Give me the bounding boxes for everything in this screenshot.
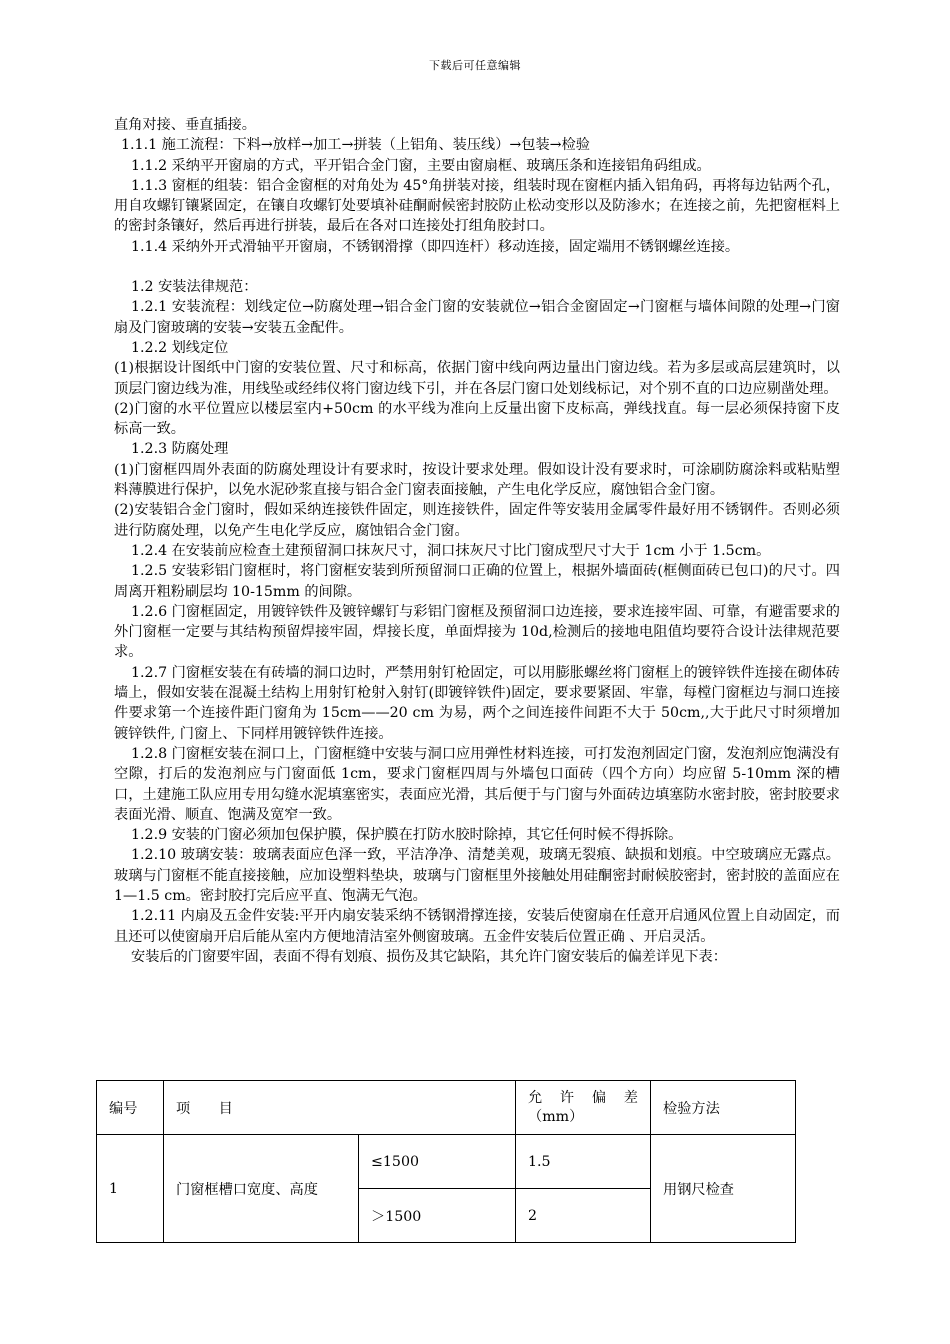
table-cell-condition: ≤1500 (359, 1135, 516, 1189)
table-cell-no: 1 (97, 1135, 164, 1243)
subheading: 1.2.2 划线定位 (131, 339, 229, 356)
paragraph: 1.1.3 窗框的组装：铝合金窗框的对角处为 45°角拼装对接，组装时现在窗框内插入铝角码，再将每边钻两个孔，用自攻螺钉镶紧固定，在镶自攻螺钉处要填补硅酮耐候密封胶防止松动变形以及防渗水；在连接之前，先把窗框料上的密封条镶好，然后再进行拼装，最后在各对口连接处打组角胶封口。 (114, 177, 840, 235)
table-header-text: 允 许 偏 差 (528, 1089, 638, 1106)
paragraph: (2)门窗的水平位置应以楼层室内+50cm 的水平线为准向上反量出窗下皮标高，弹线找直。每一层必须保持窗下皮标高一致。 (114, 400, 840, 438)
table-cell-condition: ＞1500 (359, 1189, 516, 1243)
table-header-unit: （mm） (528, 1108, 584, 1125)
document-body (114, 115, 840, 967)
paragraph: (2)安装铝合金门窗时，假如采纳连接铁件固定，则连接铁件，固定件等安装用金属零件最好用不锈钢件。否则必须进行防腐处理，以免产生电化学反应，腐蚀铝合金门窗。 (114, 502, 840, 539)
paragraph: 1.2.5 安装彩铝门窗框时，将门窗框安装到所预留洞口正确的位置上，根据外墙面砖(框侧面砖已包口)的尺寸。四周离开粗粉刷层均 10-15mm 的间隙。 (114, 563, 840, 600)
page-header: 下载后可任意编辑 (429, 59, 521, 72)
table-header-cell: 检验方法 (651, 1081, 796, 1135)
subheading: 1.2.3 防腐处理 (131, 441, 229, 458)
paragraph: 1.2.1 安装流程：划线定位→防腐处理→铝合金门窗的安装就位→铝合金窗固定→门窗框与墙体间隙的处理→门窗扇及门窗玻璃的安装→安装五金配件。 (114, 299, 840, 336)
paragraph: 直角对接、垂直插接。 (114, 117, 256, 133)
table-cell-value: 2 (516, 1189, 651, 1243)
paragraph: 1.2.6 门窗框固定，用镀锌铁件及镀锌螺钉与彩铝门窗框及预留洞口边连接，要求连接牢固、可靠，有避雷要求的外门窗框一定要与其结构预留焊接牢固，焊接长度，单面焊接为 10d,检测后的接地电阻值均要符合设计法律规范要求。 (114, 603, 840, 661)
table-header-cell: 编号 (97, 1081, 164, 1135)
paragraph: 1.2.8 门窗框安装在洞口上，门窗框缝中安装与洞口应用弹性材料连接，可打发泡剂固定门窗，发泡剂应饱满没有空隙，打后的发泡剂应与门窗面低 1cm，要求门窗框四周与外墙包口面砖（四个方向）均应留 5-10mm 深的槽口，土建施工队应用专用勾缝水泥填塞密实，表面应光滑，其后便于与门窗与外面砖边填塞防水密封胶，密封胶要求表面光滑、顺直、饱满及宽窄一致。 (114, 745, 840, 823)
table-cell-method: 用钢尺检查 (651, 1135, 796, 1243)
blank-line (114, 257, 840, 277)
paragraph: 安装后的门窗要牢固，表面不得有划痕、损伤及其它缺陷，其允许门窗安装后的偏差详见下表： (131, 948, 727, 965)
table-header-cell: 项 目 (164, 1081, 516, 1135)
paragraph: 1.2.9 安装的门窗必须加包保护膜，保护膜在打防水胶时除掉，其它任何时候不得拆除。 (131, 827, 683, 844)
paragraph: 1.2.10 玻璃安装：玻璃表面应色泽一致，平洁净净、清楚美观，玻璃无裂痕、缺损和划痕。中空玻璃应无露点。玻璃与门窗框不能直接接触，应加设塑料垫块，玻璃与门窗框里外接触处用硅酮密封耐候胶密封，密封胶的盖面应在 1—1.5 cm。密封胶打完后应平直、饱满无气泡。 (114, 847, 840, 904)
paragraph: 1.1.2 采纳平开窗扇的方式，平开铝合金门窗，主要由窗扇框、玻璃压条和连接铝角码组成。 (131, 157, 711, 174)
table-row (97, 1135, 796, 1189)
table-cell-value: 1.5 (516, 1135, 651, 1189)
paragraph: 1.2.7 门窗框安装在有砖墙的洞口边时，严禁用射钉枪固定，可以用膨胀螺丝将门窗框上的镀锌铁件连接在砌体砖墙上，假如安装在混凝土结构上用射钉枪射入射钉(即镀锌铁件)固定，要求要紧固、牢靠，每樘门窗框边与洞口连接件要求第一个连接件距门窗角为 15cm——20 cm 为易，两个之间连接件间距不大于 50cm,,大于此尺寸时须增加镀锌铁件, 门窗上、下同样用镀锌铁件连接。 (114, 664, 840, 742)
paragraph: (1)根据设计图纸中门窗的安装位置、尺寸和标高，依据门窗中线向两边量出门窗边线。若为多层或高层建筑时，以顶层门窗边线为准，用线坠或经纬仪将门窗边线下引，并在各层门窗口处划线标记，对个别不直的口边应剔凿处理。 (114, 360, 840, 397)
paragraph: (1)门窗框四周外表面的防腐处理设计有要求时，按设计要求处理。假如设计没有要求时，可涂刷防腐涂料或粘贴塑料薄膜进行保护，以免水泥砂浆直接与铝合金门窗表面接触，产生电化学反应，腐蚀铝合金门窗。 (114, 461, 840, 499)
deviation-table (96, 1080, 796, 1243)
paragraph: 1.1.4 采纳外开式滑轴平开窗扇，不锈钢滑撑（即四连杆）移动连接，固定端用不锈钢螺丝连接。 (131, 238, 740, 255)
table-header-cell (516, 1081, 651, 1135)
table-header-row (97, 1081, 796, 1135)
paragraph: 1.1.1 施工流程：下料→放样→加工→拼装（上铝角、装压线）→包装→检验 (121, 137, 590, 154)
paragraph: 1.2.4 在安装前应检查土建预留洞口抹灰尺寸，洞口抹灰尺寸比门窗成型尺寸大于 1cm 小于 1.5cm。 (131, 542, 771, 559)
paragraph: 1.2.11 内扇及五金件安装:平开内扇安装采纳不锈钢滑撑连接，安装后使窗扇在任意开启通风位置上自动固定，而且还可以使窗扇开启后能从室内方便地清洁室外侧窗玻璃。五金件安装后位置正确 、开启灵活。 (114, 908, 840, 945)
table-cell-item: 门窗框槽口宽度、高度 (164, 1135, 359, 1243)
section-heading: 1.2 安装法律规范： (131, 279, 258, 296)
